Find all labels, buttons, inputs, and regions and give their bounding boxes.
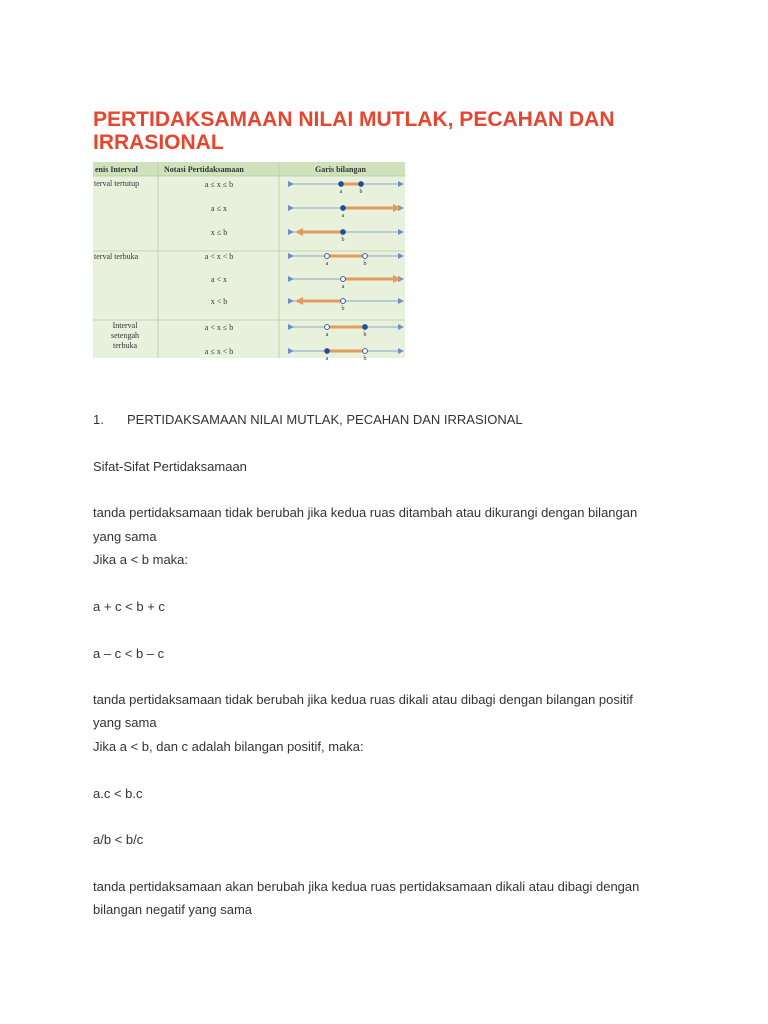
section-heading-text: PERTIDAKSAMAAN NILAI MUTLAK, PECAHAN DAN IRRASIONAL	[127, 412, 523, 427]
paragraph-2-line-2: yang sama	[93, 715, 157, 730]
closed-endpoint	[341, 230, 346, 235]
equation-2: a – c < b – c	[93, 646, 165, 661]
endpoint-label: b	[341, 237, 345, 243]
endpoint-label: b	[363, 261, 367, 267]
inequality-notation: x < b	[210, 297, 228, 306]
inequality-notation: a ≤ x < b	[204, 347, 234, 356]
paragraph-1-line-2: yang sama	[93, 529, 157, 544]
header-notasi: Notasi Pertidaksamaan	[164, 165, 244, 174]
endpoint-label: a	[341, 213, 345, 219]
endpoint-label: a	[325, 356, 329, 362]
inequality-notation: a < x ≤ b	[204, 323, 234, 332]
paragraph-2-line-1: tanda pertidaksamaan tidak berubah jika kedua ruas dikali atau dibagi dengan bilangan positif	[93, 692, 633, 707]
interval-notation-table	[93, 162, 405, 362]
inequality-notation: a < x	[210, 275, 228, 284]
inequality-notation: a ≤ x	[211, 204, 227, 213]
open-endpoint	[363, 349, 368, 354]
equation-4: a/b < b/c	[93, 832, 144, 847]
group-name-half-open-2: setengah	[111, 331, 139, 340]
section-number: 1.	[93, 412, 104, 427]
open-endpoint	[341, 299, 346, 304]
open-endpoint	[341, 277, 346, 282]
endpoint-label: b	[359, 189, 363, 195]
table-background	[93, 162, 405, 358]
closed-endpoint	[341, 206, 346, 211]
closed-endpoint	[363, 325, 368, 330]
closed-endpoint	[359, 182, 364, 187]
endpoint-label: a	[325, 261, 329, 267]
open-endpoint	[363, 254, 368, 259]
inequality-notation: x ≤ b	[210, 228, 228, 237]
closed-endpoint	[339, 182, 344, 187]
inequality-notation: a ≤ x ≤ b	[204, 180, 234, 189]
paragraph-3-line-1: tanda pertidaksamaan akan berubah jika kedua ruas pertidaksamaan dikali atau dibagi dengan	[93, 879, 640, 894]
endpoint-label: a	[339, 189, 343, 195]
group-name-open: terval terbuka	[94, 252, 139, 261]
inequality-notation: a < x < b	[204, 252, 234, 261]
group-name-closed: terval tertutup	[94, 179, 140, 188]
paragraph-1-line-1: tanda pertidaksamaan tidak berubah jika kedua ruas ditambah atau dikurangi dengan bilangan	[93, 505, 638, 520]
header-jenis-interval: enis Interval	[95, 165, 138, 174]
section-heading	[93, 412, 523, 427]
header-garis-bilangan: Garis bilangan	[315, 165, 366, 174]
paragraph-3-line-2: bilangan negatif yang sama	[93, 902, 253, 917]
equation-3: a.c < b.c	[93, 786, 143, 801]
endpoint-label: b	[363, 332, 367, 338]
endpoint-label: a	[325, 332, 329, 338]
page-title: PERTIDAKSAMAAN NILAI MUTLAK, PECAHAN DAN IRRASIONAL	[93, 108, 615, 154]
group-name-half-open-1: Interval	[112, 321, 138, 330]
endpoint-label: a	[341, 284, 345, 290]
open-endpoint	[325, 254, 330, 259]
endpoint-label: b	[341, 306, 345, 312]
paragraph-2-line-3: Jika a < b, dan c adalah bilangan positif, maka:	[93, 739, 364, 754]
subheading: Sifat-Sifat Pertidaksamaan	[93, 459, 247, 474]
paragraph-1-line-3: Jika a < b maka:	[93, 552, 189, 567]
equation-1: a + c < b + c	[93, 599, 165, 614]
endpoint-label: b	[363, 356, 367, 362]
closed-endpoint	[325, 349, 330, 354]
group-name-half-open-3: terbuka	[113, 341, 137, 350]
open-endpoint	[325, 325, 330, 330]
